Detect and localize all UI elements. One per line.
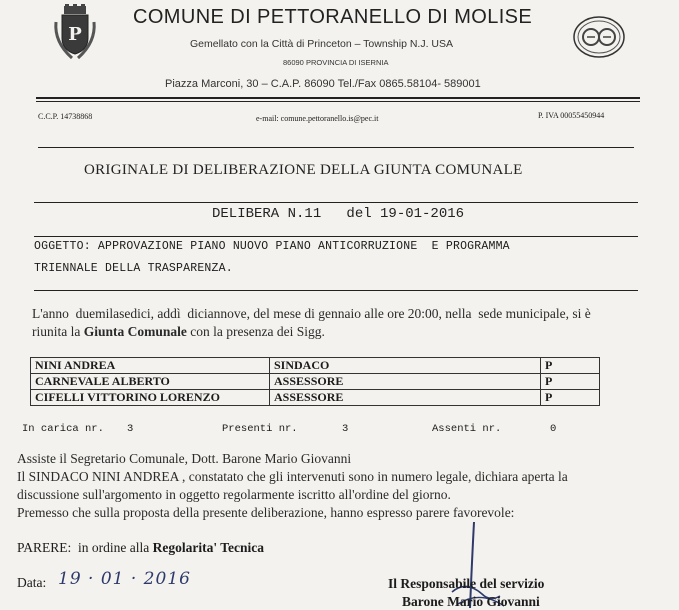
vat-number: P. IVA 00055450944: [538, 111, 605, 120]
members-table: [30, 357, 600, 406]
discussion-line: discussione sull'argomento in oggetto regolarmente iscritto all'ordine del giorno.: [17, 487, 451, 502]
premise-line: Premesso che sulla proposta della presente deliberazione, hanno espresso parere favorevole:: [17, 505, 515, 520]
assenti-value: 0: [550, 423, 557, 435]
header-divider-thin: [36, 101, 640, 102]
in-carica-value: 3: [127, 423, 134, 435]
divider: [38, 147, 634, 148]
giunta-comunale-label: Giunta Comunale: [83, 324, 187, 339]
meeting-intro-line-1: L'anno duemilasedici, addì diciannove, del mese di gennaio alle ore 20:00, nella sede municipale, si è: [32, 306, 591, 321]
responsible-title: Il Responsabile del servizio: [388, 576, 545, 591]
twin-city-seal-logo: [572, 14, 626, 60]
address-line: Piazza Marconi, 30 – C.A.P. 86090 Tel./Fax 0865.58104- 589001: [165, 78, 481, 90]
member-role: ASSESSORE: [270, 390, 541, 406]
divider: [34, 202, 638, 203]
ccp-number: C.C.P. 14738868: [38, 112, 93, 121]
presenti-label: Presenti nr.: [222, 423, 298, 435]
divider: [34, 236, 638, 237]
date-label: Data:: [17, 575, 47, 590]
header-divider: [36, 97, 640, 99]
assenti-label: Assenti nr.: [432, 423, 502, 435]
table-row: [31, 358, 600, 374]
presenti-value: 3: [342, 423, 349, 435]
handwritten-date: 19 · 01 · 2016: [58, 569, 191, 589]
table-row: [31, 374, 600, 390]
member-name: CIFELLI VITTORINO LORENZO: [31, 390, 270, 406]
mayor-line: Il SINDACO NINI ANDREA , constatato che gli intervenuti sono in numero legale, dichiara aperta la: [17, 469, 568, 484]
intro-text: con la presenza dei Sigg.: [186, 324, 325, 339]
in-carica-label: In carica nr.: [22, 423, 104, 435]
meeting-intro-line-2: [32, 324, 325, 340]
opinion-line: [17, 540, 264, 556]
member-presence: P: [541, 374, 600, 390]
subject-line-2: TRIENNALE DELLA TRASPARENZA.: [34, 262, 233, 275]
member-role: ASSESSORE: [270, 374, 541, 390]
subject-line-1: OGGETTO: APPROVAZIONE PIANO NUOVO PIANO ANTICORRUZIONE E PROGRAMMA: [34, 240, 510, 253]
parere-label: PARERE:: [17, 540, 72, 555]
parere-text: in ordine alla: [71, 540, 153, 555]
email-address: e-mail: comune.pettoranello.is@pec.it: [256, 114, 379, 123]
member-name: NINI ANDREA: [31, 358, 270, 374]
province-line: 86090 PROVINCIA DI ISERNIA: [283, 58, 389, 67]
attendance-counts: [22, 423, 622, 439]
document-heading: ORIGINALE DI DELIBERAZIONE DELLA GIUNTA COMUNALE: [84, 162, 523, 178]
table-row: [31, 390, 600, 406]
responsible-name: Barone Mario Giovanni: [402, 594, 540, 609]
municipal-crest-logo: [52, 4, 98, 60]
intro-text: riunita la: [32, 324, 84, 339]
member-presence: P: [541, 390, 600, 406]
member-name: CARNEVALE ALBERTO: [31, 374, 270, 390]
secretary-line: Assiste il Segretario Comunale, Dott. Barone Mario Giovanni: [17, 451, 352, 466]
municipality-title: COMUNE DI PETTORANELLO DI MOLISE: [133, 6, 533, 28]
twinning-line: Gemellato con la Città di Princeton – Township N.J. USA: [190, 38, 454, 50]
divider: [34, 290, 638, 291]
member-presence: P: [541, 358, 600, 374]
parere-bold: Regolarita' Tecnica: [152, 540, 265, 555]
svg-text:P: P: [68, 24, 82, 45]
member-role: SINDACO: [270, 358, 541, 374]
delibera-number: DELIBERA N.11 del 19-01-2016: [212, 206, 465, 222]
